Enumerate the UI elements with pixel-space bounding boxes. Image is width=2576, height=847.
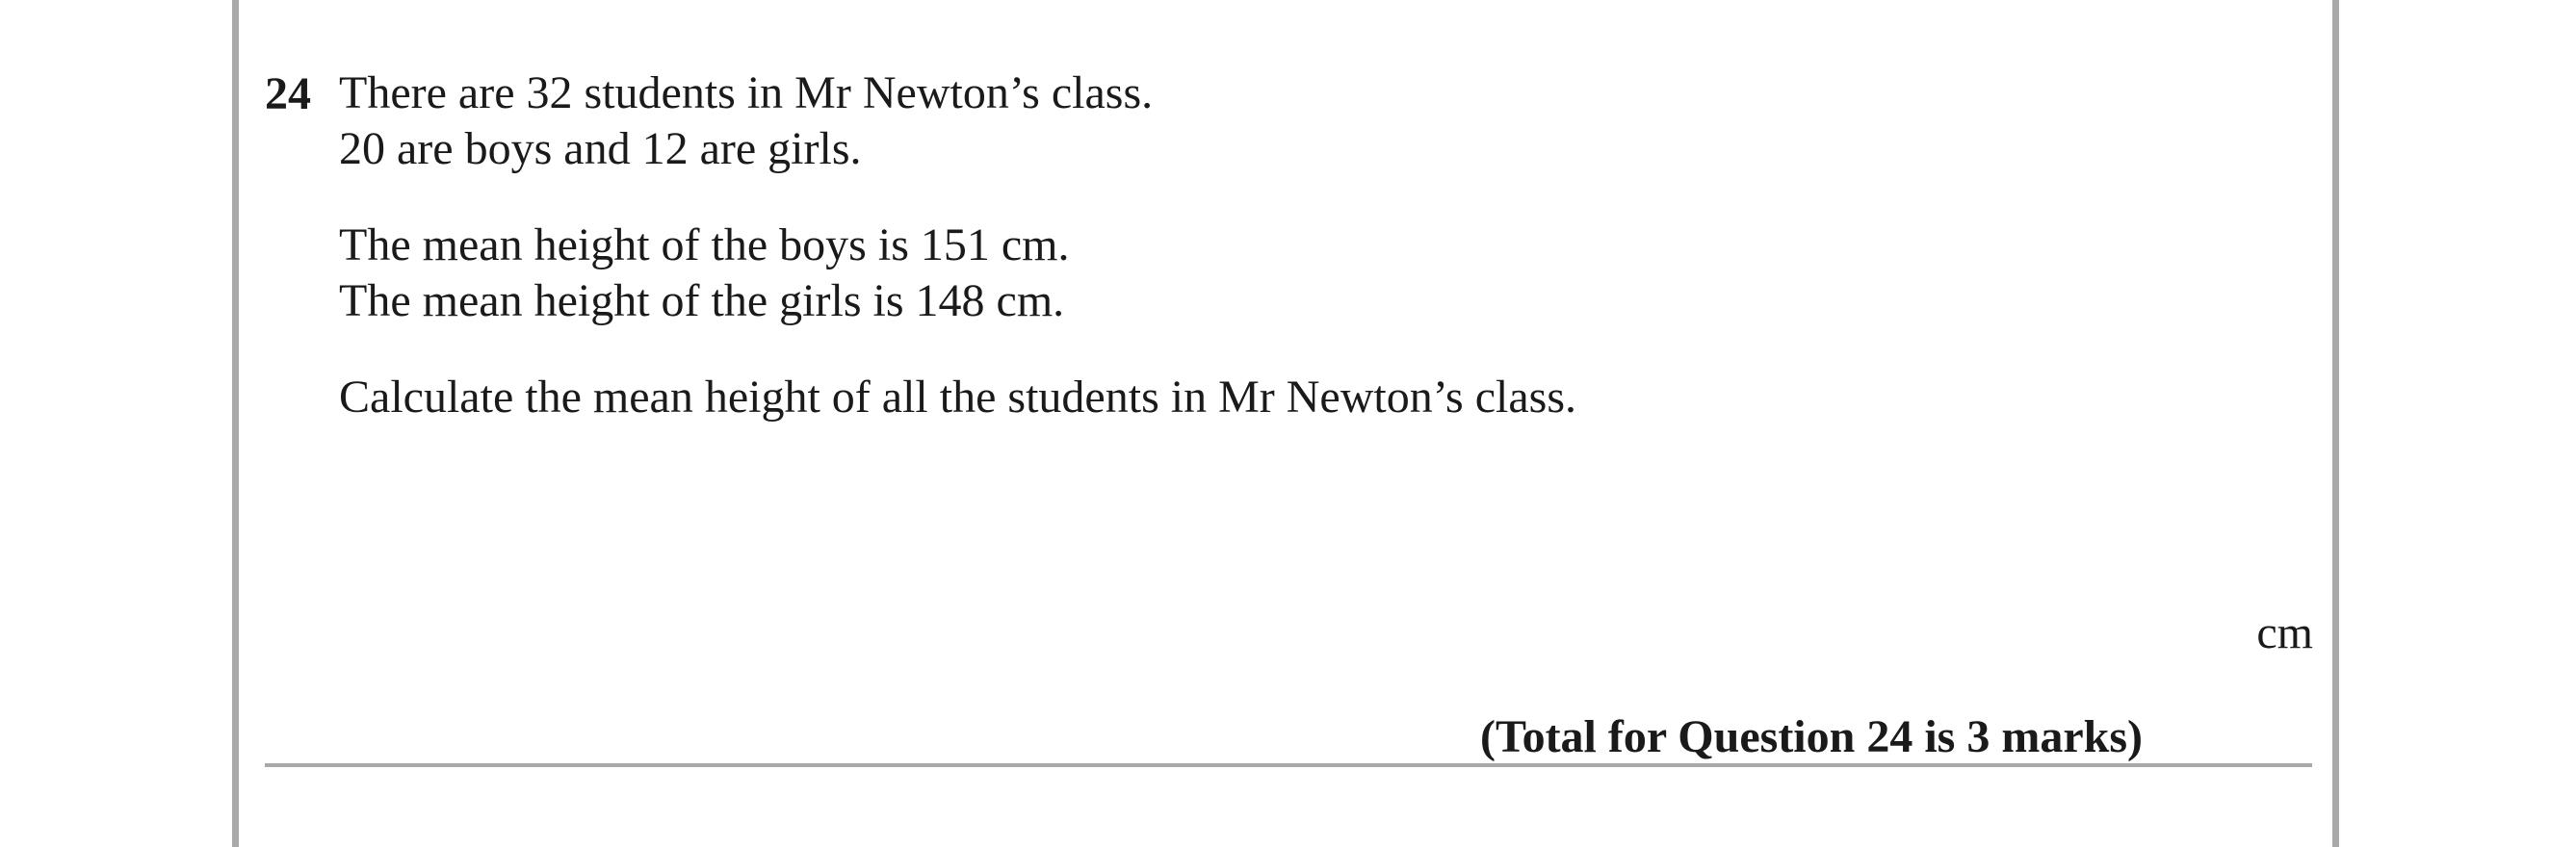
question-instruction: [339, 370, 2169, 425]
question-text-line: Calculate the mean height of all the students in Mr Newton’s class.: [339, 372, 1577, 423]
question-intro: [339, 65, 2169, 177]
question-number: 24: [265, 68, 311, 119]
answer-unit-label: cm: [2256, 607, 2313, 658]
question-text-line: 20 are boys and 12 are girls.: [339, 123, 862, 174]
question-text-line: There are 32 students in Mr Newton’s class.: [339, 67, 1154, 118]
total-marks: (Total for Question 24 is 3 marks): [1479, 711, 2143, 762]
bottom-rule: [265, 763, 2312, 767]
question-text-line: The mean height of the girls is 148 cm.: [339, 275, 1065, 326]
question-text-line: The mean height of the boys is 151 cm.: [339, 219, 1070, 270]
question-body: [339, 65, 2169, 466]
question-facts: [339, 218, 2169, 329]
